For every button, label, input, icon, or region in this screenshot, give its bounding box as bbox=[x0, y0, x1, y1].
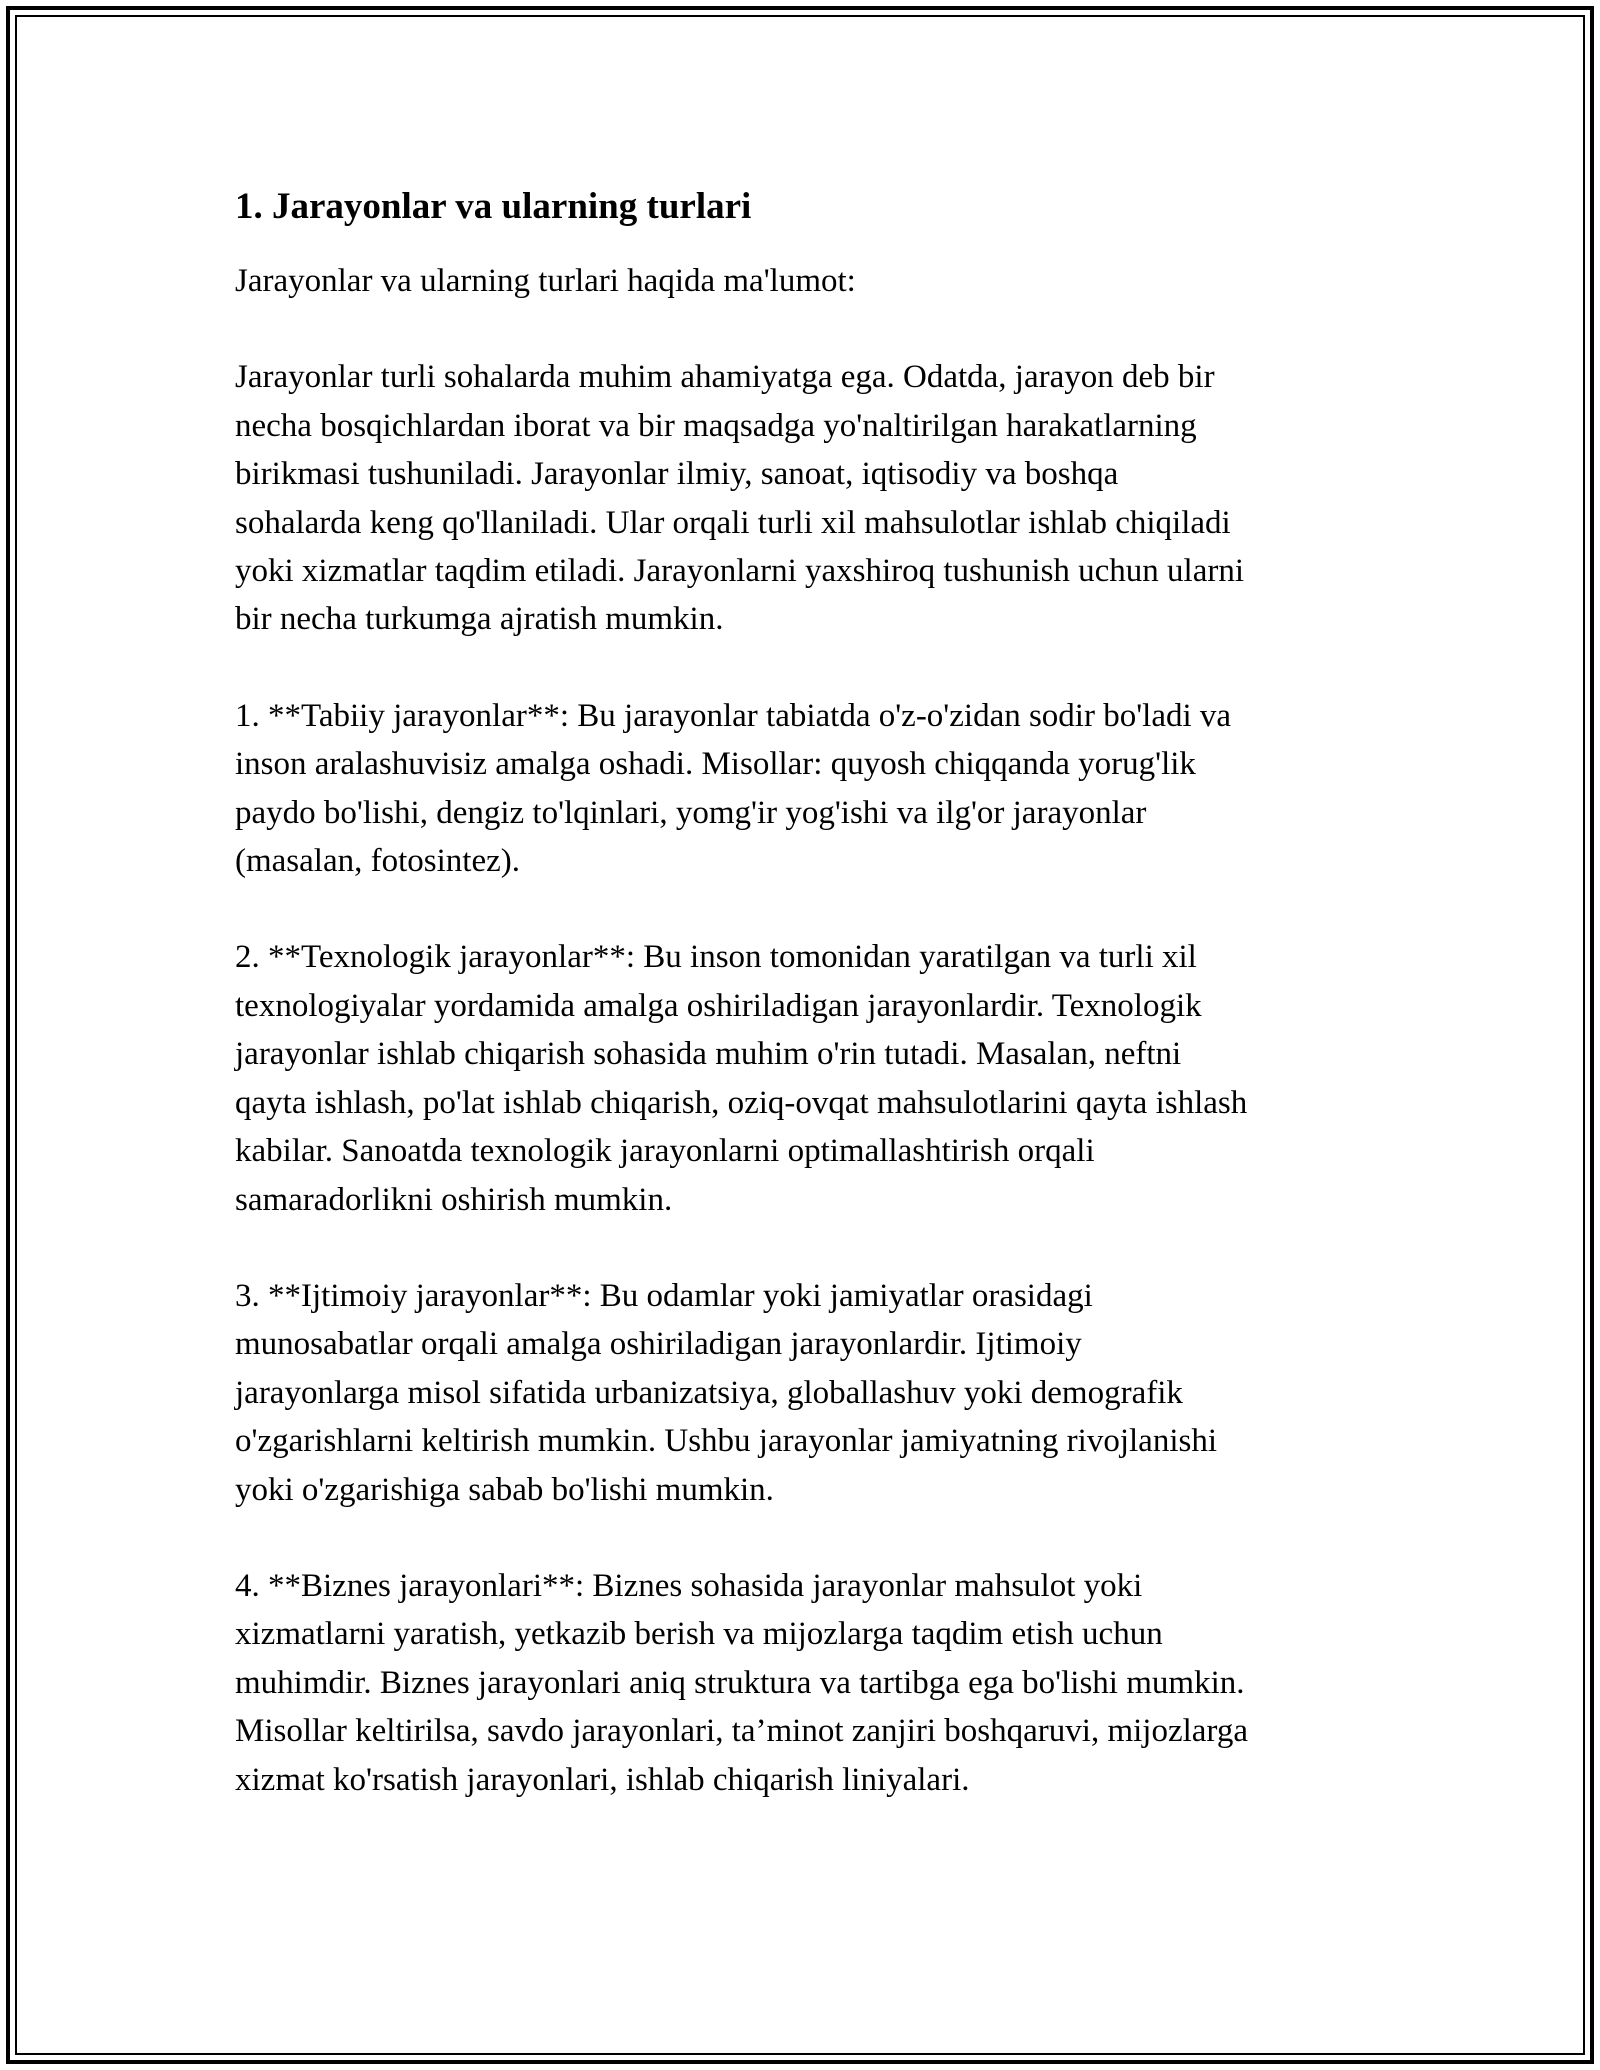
technological-processes-paragraph: 2. **Texnologik jarayonlar**: Bu inson tomonidan yaratilgan va turli xil texnologiyalar yordamida amalga oshiriladigan jarayonlardir. Texnologik jarayonlar ishlab chiqarish sohasida muhim o'rin tutadi. Masalan, neftni qayta ishlash, po'lat ishlab chiqarish, oziq-ovqat mahsulotlarini qayta ishlash kabilar. Sanoatda texnologik jarayonlarni optimallashtirish orqali samaradorlikni oshirish mumkin. bbox=[235, 939, 1248, 1218]
intro-paragraph: Jarayonlar va ularning turlari haqida ma'lumot: bbox=[235, 263, 856, 299]
business-processes-paragraph: 4. **Biznes jarayonlari**: Biznes sohasida jarayonlar mahsulot yoki xizmatlarni yaratish, yetkazib berish va mijozlarga taqdim etish uchun muhimdir. Biznes jarayonlari aniq struktura va tartibga ega bo'lishi mumkin. Misollar keltirilsa, savdo jarayonlari, ta’minot zanjiri boshqaruvi, mijozlarga xizmat ko'rsatish jarayonlari, ishlab chiqarish liniyalari. bbox=[235, 1567, 1248, 1798]
natural-processes-paragraph: 1. **Tabiiy jarayonlar**: Bu jarayonlar tabiatda o'z-o'zidan sodir bo'ladi va inson aralashuvisiz amalga oshadi. Misollar: quyosh chiqqanda yorug'lik paydo bo'lishi, dengiz to'lqinlari, yomg'ir yog'ishi va ilg'or jarayonlar (masalan, fotosintez). bbox=[235, 697, 1232, 880]
document-body bbox=[235, 185, 1375, 1852]
document-title: 1. Jarayonlar va ularning turlari bbox=[235, 186, 752, 227]
social-processes-paragraph: 3. **Ijtimoiy jarayonlar**: Bu odamlar yoki jamiyatlar orasidagi munosabatlar orqali amalga oshiriladigan jarayonlardir. Ijtimoiy jarayonlarga misol sifatida urbanizatsiya, globallashuv yoki demografik o'zgarishlarni keltirish mumkin. Ushbu jarayonlar jamiyatning rivojlanishi yoki o'zgarishiga sabab bo'lishi mumkin. bbox=[235, 1277, 1218, 1508]
overview-paragraph: Jarayonlar turli sohalarda muhim ahamiyatga ega. Odatda, jarayon deb bir necha bosqichlardan iborat va bir maqsadga yo'naltirilgan harakatlarning birikmasi tushuniladi. Jarayonlar ilmiy, sanoat, iqtisodiy va boshqa sohalarda keng qo'llaniladi. Ular orqali turli xil mahsulotlar ishlab chiqiladi yoki xizmatlar taqdim etiladi. Jarayonlarni yaxshiroq tushunish uchun ularni bir necha turkumga ajratish mumkin. bbox=[235, 359, 1245, 638]
